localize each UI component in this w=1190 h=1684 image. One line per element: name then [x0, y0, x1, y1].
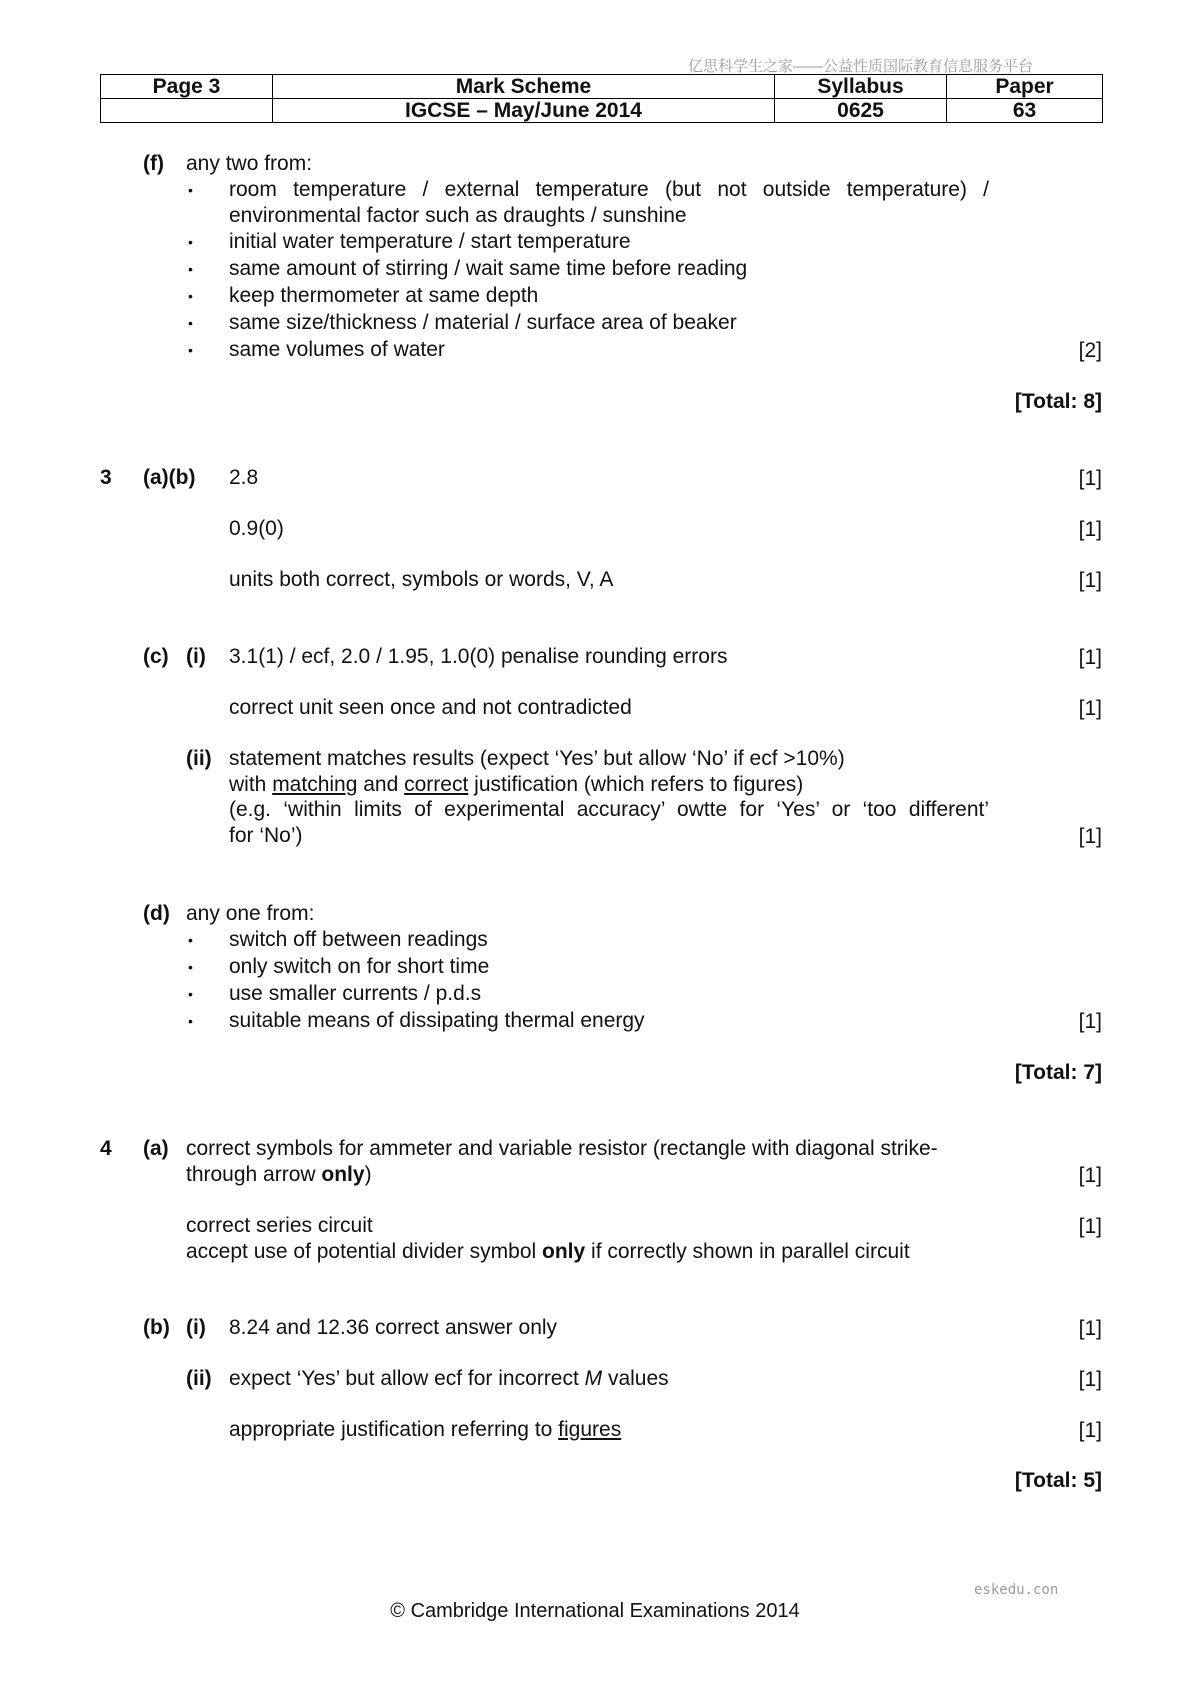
q3-ab-answer-3: units both correct, symbols or words, V, A — [229, 568, 614, 591]
bullet-icon: • — [188, 959, 193, 975]
q2-total: [Total: 8] — [1014, 390, 1102, 413]
q3-ci-label: (i) — [186, 645, 206, 668]
q3-ab-mark-3: [1] — [1078, 569, 1102, 592]
q3-cii-mark: [1] — [1078, 825, 1102, 848]
q4-bii-justification: appropriate justification referring to figures — [229, 1418, 622, 1441]
q3-ab-answer-2: 0.9(0) — [229, 517, 284, 540]
q3-cii-line-1: statement matches results (expect ‘Yes’ but allow ‘No’ if ecf >10%) — [229, 747, 845, 770]
q4-bii-mark: [1] — [1078, 1368, 1102, 1391]
header-table — [100, 74, 1103, 123]
bullet-icon: • — [188, 261, 193, 277]
q4-bi-mark: [1] — [1078, 1317, 1102, 1340]
q4-bi-label: (i) — [186, 1316, 206, 1339]
q4-bii-justification-mark: [1] — [1078, 1419, 1102, 1442]
q4-a-line-1: correct symbols for ammeter and variable resistor (rectangle with diagonal strike- — [186, 1137, 938, 1160]
q3-ab-mark-1: [1] — [1078, 467, 1102, 490]
watermark-top: 亿思科学生之家——公益性质国际教育信息服务平台 — [688, 58, 1034, 75]
q2f-item-4: keep thermometer at same depth — [229, 284, 539, 307]
q3-d-mark: [1] — [1078, 1010, 1102, 1033]
q2f-item-1: room temperature / external temperature (but not outside temperature) / — [229, 178, 989, 201]
q4-bii-answer: expect ‘Yes’ but allow ecf for incorrect M values — [229, 1367, 669, 1390]
q2f-item-6: same volumes of water — [229, 338, 445, 361]
q4-number: 4 — [100, 1137, 112, 1160]
q4-a-line-2: through arrow only) — [186, 1163, 372, 1186]
header-page: Page 3 — [101, 75, 273, 99]
q3-d-item-2: only switch on for short time — [229, 955, 490, 978]
bullet-icon: • — [188, 234, 193, 250]
q2f-item-2: initial water temperature / start temperature — [229, 230, 631, 253]
bullet-icon: • — [188, 932, 193, 948]
q4-b-label: (b) — [143, 1316, 170, 1339]
q3-d-item-3: use smaller currents / p.d.s — [229, 982, 482, 1005]
q2f-mark: [2] — [1078, 339, 1102, 362]
header-syllabus-label: Syllabus — [775, 75, 947, 99]
q3-d-item-1: switch off between readings — [229, 928, 488, 951]
q3-cii-line-4: for ‘No’) — [229, 824, 303, 847]
bullet-icon: • — [188, 986, 193, 1002]
q3-ab-answer-1: 2.8 — [229, 466, 259, 489]
q4-a-line-4: accept use of potential divider symbol only if correctly shown in parallel circuit — [186, 1240, 910, 1263]
bullet-icon: • — [188, 288, 193, 304]
q4-total: [Total: 5] — [1014, 1469, 1102, 1492]
watermark-bottom: eskedu.con — [974, 1582, 1059, 1598]
q3-ci-mark-2: [1] — [1078, 697, 1102, 720]
q3-d-item-4: suitable means of dissipating thermal energy — [229, 1009, 645, 1032]
q3-d-intro: any one from: — [186, 902, 315, 925]
q3-ci-mark-1: [1] — [1078, 646, 1102, 669]
header-paper-label: Paper — [947, 75, 1103, 99]
q2f-intro: any two from: — [186, 152, 313, 175]
q3-total: [Total: 7] — [1014, 1061, 1102, 1084]
q4-a-mark-1: [1] — [1078, 1164, 1102, 1187]
q3-d-label: (d) — [143, 902, 170, 925]
header-empty — [101, 99, 273, 123]
header-paper-number: 63 — [947, 99, 1103, 123]
q2f-item-1-cont: environmental factor such as draughts / sunshine — [229, 204, 687, 227]
header-row-1 — [101, 75, 1103, 99]
q3-ci-answer-2: correct unit seen once and not contradicted — [229, 696, 632, 719]
q3-ab-mark-2: [1] — [1078, 518, 1102, 541]
q4-a-label: (a) — [143, 1137, 169, 1160]
q2f-label: (f) — [143, 152, 164, 175]
q2f-item-3: same amount of stirring / wait same time before reading — [229, 257, 748, 280]
q3-number: 3 — [100, 466, 112, 489]
header-doc-title: Mark Scheme — [273, 75, 775, 99]
footer-copyright: © Cambridge International Examinations 2014 — [390, 1600, 800, 1622]
q2f-item-5: same size/thickness / material / surface area of beaker — [229, 311, 737, 334]
q3-ci-answer-1: 3.1(1) / ecf, 2.0 / 1.95, 1.0(0) penalise rounding errors — [229, 645, 728, 668]
q4-bii-label: (ii) — [186, 1367, 212, 1390]
q3-c-label: (c) — [143, 645, 169, 668]
header-exam: IGCSE – May/June 2014 — [273, 99, 775, 123]
q3-cii-line-3: (e.g. ‘within limits of experimental accuracy’ owtte for ‘Yes’ or ‘too different’ — [229, 798, 989, 821]
bullet-icon: • — [188, 182, 193, 198]
bullet-icon: • — [188, 315, 193, 331]
q3-ab-label: (a)(b) — [143, 466, 196, 489]
bullet-icon: • — [188, 1013, 193, 1029]
header-syllabus-code: 0625 — [775, 99, 947, 123]
q4-bi-answer: 8.24 and 12.36 correct answer only — [229, 1316, 558, 1339]
q4-a-line-3: correct series circuit — [186, 1214, 373, 1237]
header-row-2 — [101, 99, 1103, 123]
q3-cii-label: (ii) — [186, 747, 212, 770]
q4-a-mark-2: [1] — [1078, 1215, 1102, 1238]
q3-cii-line-2: with matching and correct justification (which refers to figures) — [229, 773, 804, 796]
bullet-icon: • — [188, 342, 193, 358]
